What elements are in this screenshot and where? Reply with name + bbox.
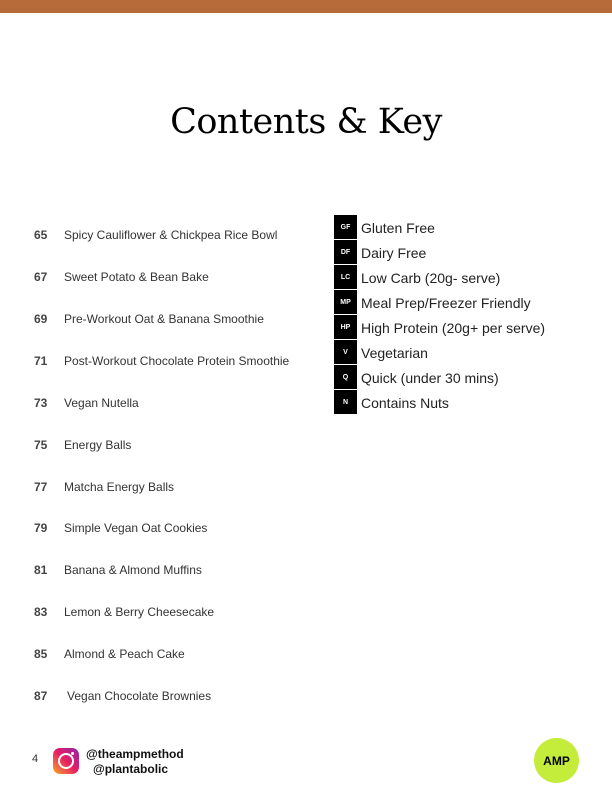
entry-page-number: 69 xyxy=(34,312,48,326)
entry-title: Almond & Peach Cake xyxy=(64,647,185,661)
key-badge: DF xyxy=(334,240,357,264)
key-label: High Protein (20g+ per serve) xyxy=(361,320,546,336)
page-title: Contents & Key xyxy=(170,102,442,142)
entry-page-number: 87 xyxy=(34,689,48,703)
key-badge: MP xyxy=(334,290,357,314)
key-label: Vegetarian xyxy=(361,345,428,361)
social-handle-secondary[interactable]: @plantabolic xyxy=(93,762,169,776)
social-handle-primary[interactable]: @theampmethod xyxy=(86,747,184,761)
key-badge: HP xyxy=(334,315,357,339)
top-accent-bar xyxy=(0,0,612,13)
entry-page-number: 79 xyxy=(34,521,48,535)
instagram-icon-lens xyxy=(58,753,74,769)
key-label: Meal Prep/Freezer Friendly xyxy=(361,295,531,311)
entry-title: Energy Balls xyxy=(64,438,132,452)
key-label: Low Carb (20g- serve) xyxy=(361,270,501,286)
entry-page-number: 67 xyxy=(34,270,48,284)
entry-title: Pre-Workout Oat & Banana Smoothie xyxy=(64,312,264,326)
entry-page-number: 77 xyxy=(34,480,48,494)
entry-page-number: 81 xyxy=(34,563,48,577)
key-badge: LC xyxy=(334,265,357,289)
key-badge: N xyxy=(334,390,357,414)
key-label: Dairy Free xyxy=(361,245,427,261)
entry-title: Post-Workout Chocolate Protein Smoothie xyxy=(64,354,290,368)
entry-title: Vegan Chocolate Brownies xyxy=(67,689,212,703)
entry-page-number: 85 xyxy=(34,647,48,661)
entry-title: Sweet Potato & Bean Bake xyxy=(64,270,209,284)
key-badge: Q xyxy=(334,365,357,389)
entry-title: Banana & Almond Muffins xyxy=(64,563,202,577)
key-badge: GF xyxy=(334,215,357,239)
page-number: 4 xyxy=(32,753,39,765)
entry-page-number: 73 xyxy=(34,396,48,410)
key-label: Quick (under 30 mins) xyxy=(361,370,499,386)
key-label: Gluten Free xyxy=(361,220,435,236)
key-label: Contains Nuts xyxy=(361,395,449,411)
entry-page-number: 75 xyxy=(34,438,48,452)
entry-title: Vegan Nutella xyxy=(64,396,139,410)
key-badge: V xyxy=(334,340,357,364)
entry-title: Spicy Cauliflower & Chickpea Rice Bowl xyxy=(64,228,278,242)
entry-title: Lemon & Berry Cheesecake xyxy=(64,605,215,619)
instagram-icon[interactable] xyxy=(53,748,79,774)
amp-logo: AMP xyxy=(534,738,579,783)
entry-title: Simple Vegan Oat Cookies xyxy=(64,521,208,535)
instagram-icon-flash xyxy=(71,752,74,755)
entry-page-number: 71 xyxy=(34,354,48,368)
entry-page-number: 65 xyxy=(34,228,48,242)
entry-page-number: 83 xyxy=(34,605,48,619)
entry-title: Matcha Energy Balls xyxy=(64,480,175,494)
